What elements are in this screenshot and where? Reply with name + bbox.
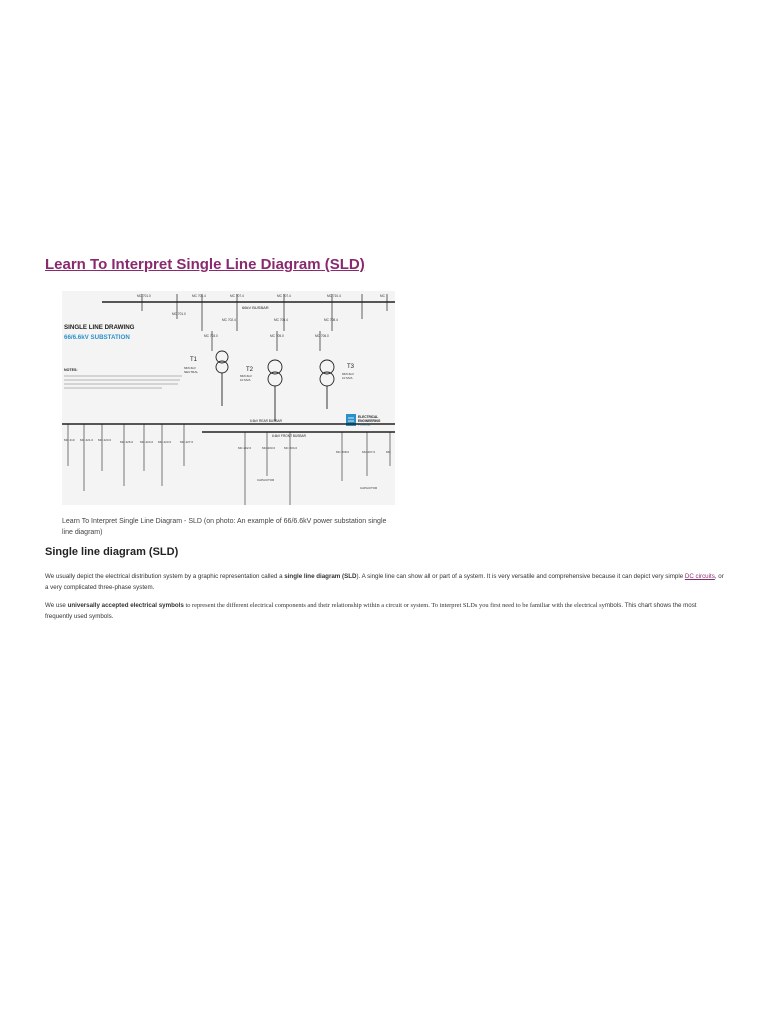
- p1-text-a: We usually depict the electrical distribution system by a graphic representation called a: [45, 573, 285, 580]
- svg-text:MC 221.0: MC 221.0: [80, 438, 94, 442]
- svg-text:MC 705.4: MC 705.4: [274, 318, 288, 322]
- p2-serif-text: to represent the different electrical components and their relationship within a circuit or system. To interpret SLDs you first need to be familiar with the electrical sy: [183, 602, 605, 609]
- p2-text-b: mbols. This chart shows the most frequently used symbols.: [45, 602, 697, 620]
- p1-text-c: , or a very complicated three-phase system.: [45, 573, 724, 591]
- svg-text:10 MVA: 10 MVA: [240, 378, 251, 382]
- p1-bold-a: single line diagram (SLD: [284, 573, 357, 580]
- dc-circuits-link[interactable]: DC circuits: [684, 573, 715, 580]
- svg-text:MC 710.4: MC 710.4: [327, 294, 341, 298]
- svg-text:MC 202.0: MC 202.0: [238, 446, 252, 450]
- svg-text:MC 702.4: MC 702.4: [222, 318, 236, 322]
- busbar-front-label: 6.6kV FRONT BUSBAR: [272, 434, 306, 438]
- transformer-t2-label: T2: [246, 367, 254, 373]
- svg-text:66/6.6kV: 66/6.6kV: [342, 372, 354, 376]
- paragraph-2: [45, 600, 725, 622]
- svg-text:66/6.6kV: 66/6.6kV: [240, 374, 252, 378]
- svg-text:MC 701.0: MC 701.0: [137, 294, 151, 298]
- drawing-title-2: 66/6.6kV SUBSTATION: [64, 334, 130, 341]
- p2-bold-a: universally accepted electrical symbols: [67, 602, 184, 609]
- transformer-t3-label: T3: [347, 364, 355, 370]
- svg-text:MC 208.0: MC 208.0: [336, 450, 350, 454]
- svg-text:10 MVA: 10 MVA: [342, 376, 353, 380]
- svg-text:MC 223.0: MC 223.0: [158, 440, 172, 444]
- svg-text:MC 706.0: MC 706.0: [315, 334, 329, 338]
- svg-text:MC 705.0: MC 705.0: [270, 334, 284, 338]
- svg-text:MC 707.4: MC 707.4: [230, 294, 244, 298]
- svg-text:MC 203.0: MC 203.0: [262, 446, 276, 450]
- svg-text:MC: MC: [380, 294, 385, 298]
- svg-text:CAPACITOR: CAPACITOR: [257, 478, 275, 482]
- sld-figure[interactable]: [62, 291, 395, 505]
- busbar-rear-label: 6.6kV REAR BUSBAR: [250, 419, 282, 423]
- svg-text:MC 207.0: MC 207.0: [362, 450, 376, 454]
- svg-text:MC 223.0: MC 223.0: [98, 438, 112, 442]
- svg-text:MC 226.0: MC 226.0: [120, 440, 134, 444]
- svg-text:MC 707.4: MC 707.4: [277, 294, 291, 298]
- svg-text:NEUTRAL: NEUTRAL: [184, 370, 199, 374]
- svg-text:MC 210: MC 210: [64, 438, 75, 442]
- drawing-title-1: SINGLE LINE DRAWING: [64, 324, 135, 331]
- logo-text-1: ELECTRICAL: [358, 415, 379, 419]
- svg-text:MC 701.0: MC 701.0: [172, 312, 186, 316]
- figure-caption: Learn To Interpret Single Line Diagram - SLD (on photo: An example of 66/6.6kV power substation single line diagram): [62, 518, 387, 536]
- logo-text-2: ENGINEERING: [358, 419, 381, 423]
- transformer-t1-label: T1: [190, 357, 198, 363]
- svg-text:MC 703.0: MC 703.0: [204, 334, 218, 338]
- svg-text:66/6.6kV: 66/6.6kV: [184, 366, 196, 370]
- p2-text-a: We use: [45, 602, 68, 609]
- svg-text:MC: MC: [386, 450, 391, 454]
- article-title[interactable]: Learn To Interpret Single Line Diagram (SLD): [45, 256, 365, 273]
- svg-text:MC 227.0: MC 227.0: [180, 440, 194, 444]
- p1-text-b: ). A single line can show all or part of a system. It is very versatile and comprehensive because it can depict very simple: [356, 573, 685, 580]
- busbar-66kv-label: 66kV BUSBAR: [242, 305, 269, 310]
- sld-drawing: [62, 291, 395, 505]
- svg-text:MC 224.0: MC 224.0: [140, 440, 154, 444]
- svg-text:MC 204.0: MC 204.0: [284, 446, 298, 450]
- paragraph-1: [45, 571, 725, 593]
- svg-text:MC 701.4: MC 701.4: [192, 294, 206, 298]
- section-heading: Single line diagram (SLD): [45, 546, 179, 558]
- svg-text:MC 708.4: MC 708.4: [324, 318, 338, 322]
- logo-text-3: PORTAL: [358, 423, 371, 427]
- svg-text:CAPACITOR: CAPACITOR: [360, 486, 378, 490]
- notes-label: NOTES:: [64, 368, 78, 372]
